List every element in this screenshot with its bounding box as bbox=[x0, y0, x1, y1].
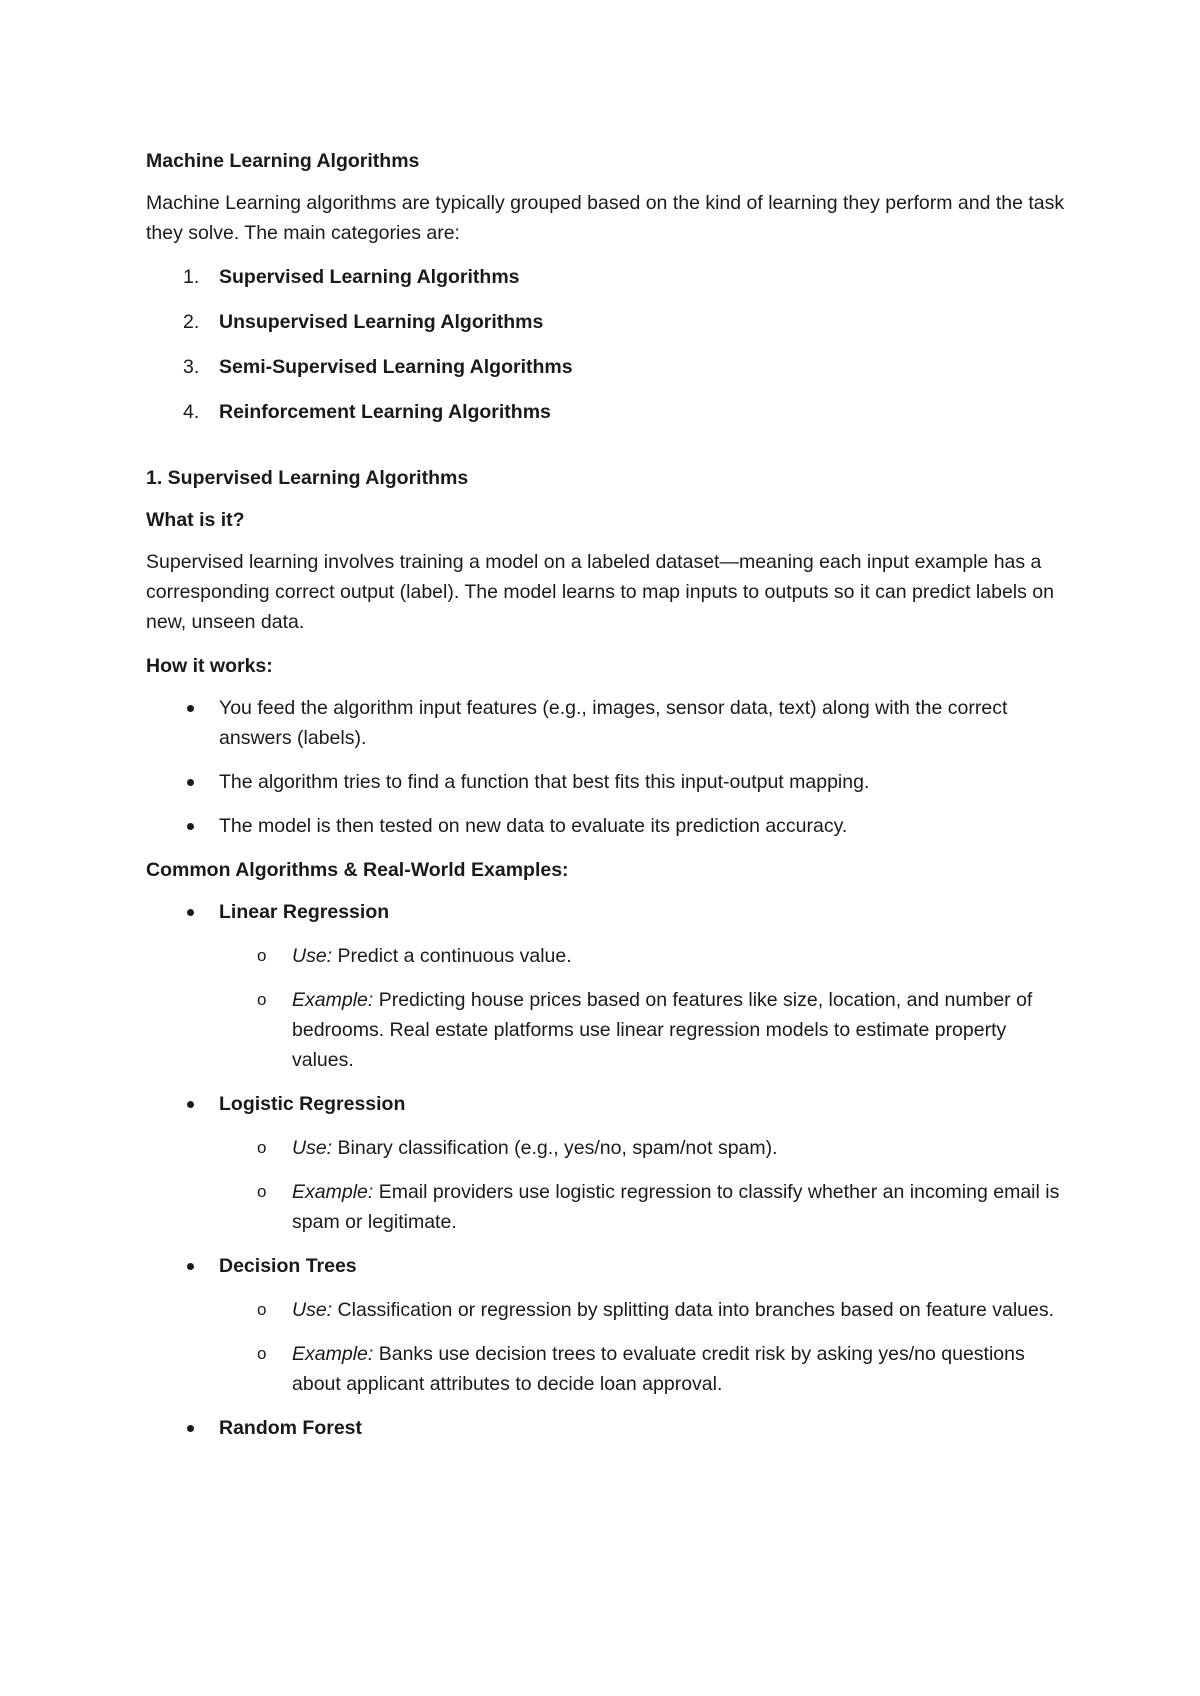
use-text bbox=[292, 941, 1066, 971]
use-text bbox=[292, 1133, 1066, 1163]
example-item bbox=[146, 1177, 1066, 1237]
category-item bbox=[146, 262, 1066, 292]
algorithm-name-text: Linear Regression bbox=[219, 901, 390, 923]
category-item bbox=[146, 352, 1066, 382]
list-number: 4. bbox=[183, 401, 200, 423]
sub-bullet-icon bbox=[219, 1295, 292, 1325]
algorithm-block bbox=[146, 1089, 1066, 1237]
example-description: Predicting house prices based on features like size, location, and number of bedrooms. Real estate platforms use linear regression models to estimate property values. bbox=[292, 989, 1033, 1071]
list-number: 3. bbox=[183, 356, 200, 378]
sub-bullet-glyph: o bbox=[257, 1182, 267, 1201]
example-description: Email providers use logistic regression to classify whether an incoming email is spam or legitimate. bbox=[292, 1181, 1060, 1233]
algorithm-name-text: Decision Trees bbox=[219, 1255, 357, 1277]
use-label: Use: bbox=[292, 945, 333, 967]
example-label: Example: bbox=[292, 1343, 374, 1365]
algorithm-name bbox=[146, 1251, 1066, 1281]
example-item bbox=[146, 1339, 1066, 1399]
document-title: Machine Learning Algorithms bbox=[146, 150, 420, 172]
category-item bbox=[146, 307, 1066, 337]
sub-bullet-glyph: o bbox=[257, 1300, 267, 1319]
use-description: Binary classification (e.g., yes/no, spam/not spam). bbox=[332, 1137, 778, 1159]
sub-bullet-glyph: o bbox=[257, 1344, 267, 1363]
list-item-text: The algorithm tries to find a function that best fits this input-output mapping. bbox=[219, 771, 870, 793]
example-label: Example: bbox=[292, 989, 374, 1011]
use-item bbox=[146, 1295, 1066, 1325]
document-content bbox=[146, 146, 1066, 1457]
bullet-icon bbox=[146, 897, 219, 927]
intro-paragraph: Machine Learning algorithms are typically grouped based on the kind of learning they perform and the task they solve. The main categories are: bbox=[146, 192, 1065, 244]
sub-bullet-icon bbox=[219, 985, 292, 1075]
use-description: Predict a continuous value. bbox=[332, 945, 572, 967]
list-item bbox=[146, 767, 1066, 797]
example-text bbox=[292, 1339, 1066, 1399]
algorithm-name-text: Random Forest bbox=[219, 1417, 363, 1439]
how-list bbox=[146, 693, 1066, 841]
example-text bbox=[292, 1177, 1066, 1237]
bullet-icon bbox=[146, 1089, 219, 1119]
section-title: 1. Supervised Learning Algorithms bbox=[146, 467, 469, 489]
bullet-icon bbox=[146, 693, 219, 753]
category-item bbox=[146, 397, 1066, 427]
bullet-icon bbox=[146, 811, 219, 841]
list-number: 2. bbox=[183, 311, 200, 333]
list-item bbox=[146, 693, 1066, 753]
algorithm-name bbox=[146, 897, 1066, 927]
how-heading: How it works: bbox=[146, 655, 273, 677]
algorithm-block bbox=[146, 1413, 1066, 1443]
sub-bullet-glyph: o bbox=[257, 946, 267, 965]
example-item bbox=[146, 985, 1066, 1075]
algorithm-name bbox=[146, 1413, 1066, 1443]
sub-bullet-glyph: o bbox=[257, 990, 267, 1009]
list-item bbox=[146, 811, 1066, 841]
sub-bullet-glyph: o bbox=[257, 1138, 267, 1157]
use-label: Use: bbox=[292, 1137, 333, 1159]
algorithm-name-text: Logistic Regression bbox=[219, 1093, 406, 1115]
bullet-icon bbox=[146, 767, 219, 797]
what-paragraph: Supervised learning involves training a model on a labeled dataset—meaning each input example has a corresponding correct output (label). The model learns to map inputs to outputs so it can predict labels on new, unseen data. bbox=[146, 551, 1054, 633]
bullet-icon bbox=[146, 1413, 219, 1443]
example-text bbox=[292, 985, 1066, 1075]
use-item bbox=[146, 1133, 1066, 1163]
sub-bullet-icon bbox=[219, 1339, 292, 1399]
algorithm-name bbox=[146, 1089, 1066, 1119]
algorithm-block bbox=[146, 1251, 1066, 1399]
category-label: Reinforcement Learning Algorithms bbox=[219, 401, 551, 423]
category-label: Semi-Supervised Learning Algorithms bbox=[219, 356, 573, 378]
what-heading: What is it? bbox=[146, 509, 245, 531]
use-text bbox=[292, 1295, 1066, 1325]
list-item-text: You feed the algorithm input features (e.g., images, sensor data, text) along with the correct answers (labels). bbox=[219, 697, 1008, 749]
sub-bullet-icon bbox=[219, 941, 292, 971]
example-label: Example: bbox=[292, 1181, 374, 1203]
list-number: 1. bbox=[183, 266, 200, 288]
common-heading: Common Algorithms & Real-World Examples: bbox=[146, 859, 569, 881]
use-item bbox=[146, 941, 1066, 971]
category-list bbox=[146, 262, 1066, 427]
bullet-icon bbox=[146, 1251, 219, 1281]
category-label: Supervised Learning Algorithms bbox=[219, 266, 520, 288]
sub-bullet-icon bbox=[219, 1177, 292, 1237]
category-label: Unsupervised Learning Algorithms bbox=[219, 311, 544, 333]
use-label: Use: bbox=[292, 1299, 333, 1321]
sub-bullet-icon bbox=[219, 1133, 292, 1163]
list-item-text: The model is then tested on new data to evaluate its prediction accuracy. bbox=[219, 815, 848, 837]
algorithm-block bbox=[146, 897, 1066, 1075]
use-description: Classification or regression by splitting data into branches based on feature values. bbox=[332, 1299, 1055, 1321]
example-description: Banks use decision trees to evaluate credit risk by asking yes/no questions about applicant attributes to decide loan approval. bbox=[292, 1343, 1025, 1395]
